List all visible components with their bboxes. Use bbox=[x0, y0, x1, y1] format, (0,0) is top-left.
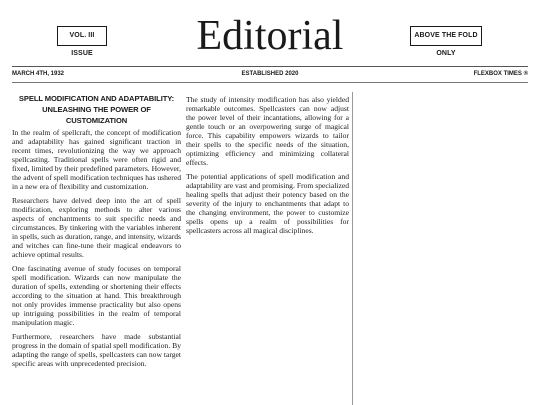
headline-line-1: SPELL MODIFICATION AND ADAPTABILITY: bbox=[18, 94, 175, 103]
masthead-title: Editorial bbox=[196, 13, 344, 59]
volume-badge: VOL. III ISSUE bbox=[57, 26, 107, 46]
paragraph: Researchers have delved deep into the art of spell modification, exploring methods to alter various aspects of enchantments to suit specific needs and circumstances. By tinkering with the variables inherent in spells, such as duration, range, and intensity, wizards and witches can fine-tune their magical endeavors to achieve optimal results. bbox=[12, 196, 181, 259]
issue-date: MARCH 4TH, 1932 bbox=[12, 71, 65, 77]
article-headline bbox=[12, 93, 181, 126]
headline-line-2: UNLEASHING THE POWER OF CUSTOMIZATION bbox=[42, 105, 151, 125]
top-rule bbox=[12, 66, 528, 67]
bottom-rule bbox=[12, 82, 528, 83]
fold-badge: ABOVE THE FOLD ONLY bbox=[410, 26, 482, 46]
paragraph: The potential applications of spell modification and adaptability are vast and promising. From specialized healing spells that adjust their potency based on the severity of the injury to enchantments that adapt to the changing environment, the power to customize spells opens up a realm of possibilities for spellcasters across all magical disciplines. bbox=[186, 172, 349, 235]
article-column-1 bbox=[12, 93, 181, 373]
established-label: ESTABLISHED 2020 bbox=[241, 71, 299, 77]
paragraph: One fascinating avenue of study focuses on temporal spell modification. Wizards can now manipulate the duration of spells, extending or shortening their effects according to the situation at hand. This breakthrough not only provides immense practicality but also opens up intriguing possibilities in the realm of temporal manipulation magic. bbox=[12, 264, 181, 327]
paragraph: In the realm of spellcraft, the concept of modification and adaptability has gained significant traction in recent times, revolutionizing the way we approach spellcasting. Traditional spells were often rigid and fixed, limited by their predefined parameters. However, the advent of spell modification techniques has ushered in a new era of flexibility and customization. bbox=[12, 128, 182, 191]
column-divider bbox=[352, 92, 353, 405]
publisher-label: FLEXBOX TIMES ® bbox=[473, 71, 528, 77]
article-column-2 bbox=[186, 95, 349, 240]
paragraph: The study of intensity modification has also yielded remarkable outcomes. Spellcasters can now adjust the power level of their incantations, allowing for a gentle touch or an overpowering surge of magical force. This capability empowers wizards to tailor their spells to the specific needs of the situation, optimizing efficiency and minimizing collateral effects. bbox=[186, 95, 349, 167]
paragraph: Furthermore, researchers have made substantial progress in the domain of spatial spell modification. By adapting the range of spells, spellcasters can now target specific areas with unprecedented precision. bbox=[12, 332, 181, 368]
